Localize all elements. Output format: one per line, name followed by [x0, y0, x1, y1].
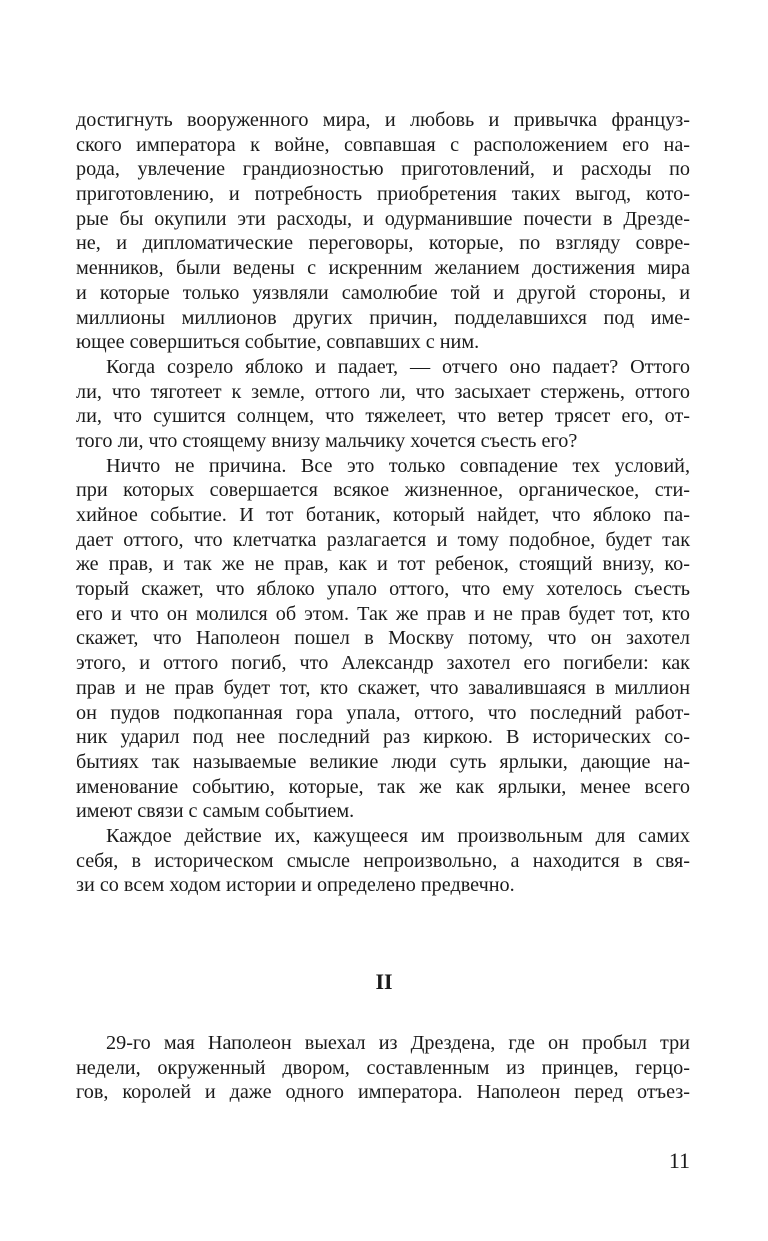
text-line: Ничто не причина. Все это только совпадение тех условий,	[106, 454, 690, 477]
paragraph-1	[76, 108, 690, 355]
text-line: имеют связи с самым событием.	[76, 800, 355, 823]
text-line: ющее совершиться событие, совпавших с ним.	[76, 331, 480, 354]
chapter-paragraph	[76, 1031, 690, 1105]
text-line: рые бы окупили эти расходы, и одурманившие почести в Дрезде-	[76, 207, 690, 230]
text-line: ли, что тяготеет к земле, оттого ли, что засыхает стержень, оттого	[76, 380, 690, 403]
text-line: торый скажет, что яблоко упало оттого, что ему хотелось съесть	[76, 578, 690, 601]
text-line: именование событию, которые, так же как ярлыки, менее всего	[76, 775, 690, 798]
text-line: при которых совершается всякое жизненное, органическое, сти-	[76, 479, 690, 502]
paragraph-3	[76, 454, 690, 824]
text-line: недели, окруженный двором, составленным из принцев, герцо-	[76, 1056, 690, 1079]
main-text	[76, 108, 690, 898]
text-line: дает оттого, что клетчатка разлагается и тому подобное, будет так	[76, 528, 690, 551]
text-line: ского императора к войне, совпавшая с расположением его на-	[76, 133, 690, 156]
text-line: ник ударил под нее последний раз киркою. В исторических со-	[76, 726, 690, 749]
text-line: бытиях так называемые великие люди суть ярлыки, дающие на-	[76, 750, 690, 773]
text-line: себя, в историческом смысле непроизвольно, а находится в свя-	[76, 849, 690, 872]
text-line: хийное событие. И тот ботаник, который найдет, что яблоко па-	[76, 504, 690, 526]
text-line: и которые только уязвляли самолюбие той и другой стороны, и	[76, 281, 690, 304]
text-line: он пудов подкопанная гора упала, оттого, что последний работ-	[76, 701, 690, 724]
text-line: того ли, что стоящему внизу мальчику хочется съесть его?	[76, 429, 578, 452]
text-line: скажет, что Наполеон пошел в Москву потому, что он захотел	[76, 627, 690, 650]
text-line: Каждое действие их, кажущееся им произвольным для самих	[106, 824, 690, 847]
text-line: 29-го мая Наполеон выехал из Дрездена, где он пробыл три	[106, 1032, 690, 1054]
text-line: зи со всем ходом истории и определено предвечно.	[76, 874, 515, 897]
text-line: приготовлению, и потребность приобретения таких выгод, кото-	[76, 183, 690, 206]
text-line: достигнуть вооруженного мира, и любовь и привычка француз-	[76, 109, 690, 131]
text-line: ли, что сушится солнцем, что тяжелеет, что ветер трясет его, от-	[76, 405, 690, 428]
text-line: менников, были ведены с искренним желанием достижения мира	[76, 257, 690, 280]
text-line: его и что он молился об этом. Так же прав и не прав будет тот, кто	[76, 602, 690, 625]
text-line: же прав, и так же не прав, как и тот ребенок, стоящий внизу, ко-	[76, 553, 690, 576]
text-line: этого, и оттого погиб, что Александр захотел его погибели: как	[76, 652, 690, 675]
text-line: гов, королей и даже одного императора. Наполеон перед отъез-	[76, 1081, 690, 1104]
page-number: 11	[668, 1148, 690, 1173]
paragraph-2	[76, 355, 690, 454]
text-line: рода, увлечение грандиозностью приготовлений, и расходы по	[76, 158, 690, 181]
text-line: миллионы миллионов других причин, подделавшихся под име-	[76, 306, 690, 329]
chapter-heading: II	[375, 969, 393, 994]
text-line: Когда созрело яблоко и падает, — отчего оно падает? Оттого	[106, 355, 690, 378]
text-line: прав и не прав будет тот, кто скажет, что завалившаяся в миллион	[76, 676, 690, 699]
paragraph-4	[76, 824, 690, 898]
text-line: не, и дипломатические переговоры, которые, по взгляду совре-	[76, 232, 690, 255]
